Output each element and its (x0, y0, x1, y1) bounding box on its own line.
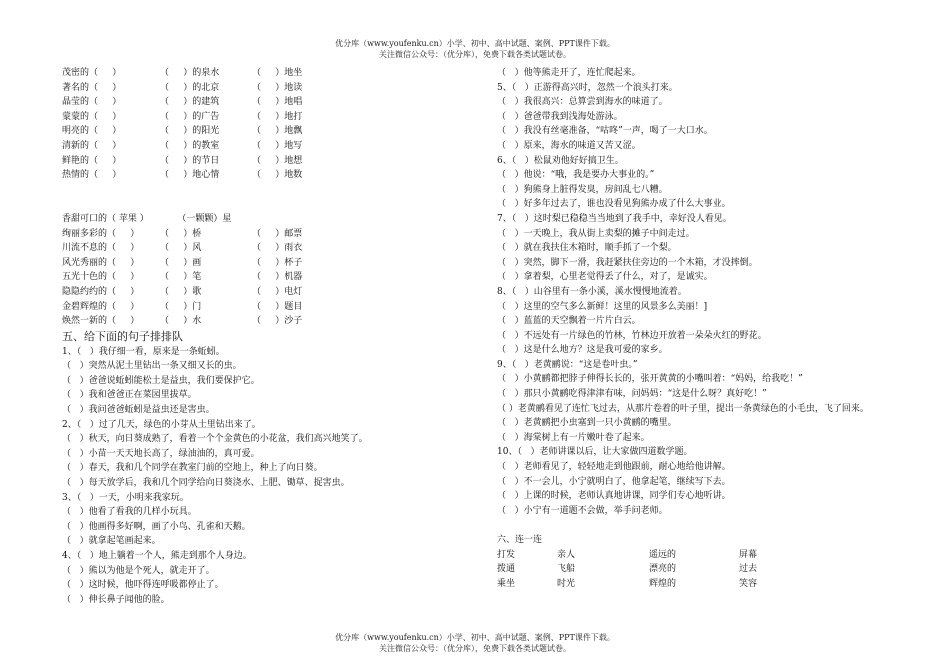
measure-word-row-cell: （ ）题目 (252, 301, 303, 312)
sentence-line: （ ）这是什么地方？这是我可爱的家乡。 (497, 345, 668, 356)
word-match-row-cell: （ ）的泉水 (160, 68, 220, 78)
measure-word-row (62, 285, 472, 300)
section-6-title: 六、连一连 (497, 535, 543, 545)
word-match-row (62, 139, 472, 154)
sentence-line: 5、（ ）正游得高兴时，忽然一个浪头打来。 (497, 82, 678, 93)
word-match-row (62, 124, 472, 139)
connect-row-cell: 时光 (557, 578, 576, 589)
word-match-row-cell: （ ）地唱 (252, 97, 303, 108)
connect-row-cell: 乘坐 (497, 578, 516, 589)
sentence-line: （ ）拿着梨，心里老觉得丢了什么，对了，是诚实。 (497, 272, 713, 283)
word-match-row (62, 154, 472, 169)
connect-row (497, 548, 917, 563)
measure-word-example: 香甜可口的（ 苹果 ） （一颗颗）星 (62, 213, 232, 224)
measure-word-row-cell: （ ）沙子 (252, 316, 303, 327)
sentence-line: （ ）我很高兴：总算尝到海水的味道了。 (497, 97, 668, 108)
word-match-row (62, 110, 472, 125)
sentence-line: （ ）每天放学后，我和几个同学给向日葵浇水、上肥、锄草、捉害虫。 (62, 478, 350, 489)
left-column (62, 66, 472, 607)
word-match-row-cell: （ ）地飘 (252, 126, 303, 137)
sentence-line: （ ）这时候，他吓得连呼吸都停止了。 (62, 580, 224, 591)
word-match-row-cell: （ ）地坐 (252, 68, 303, 78)
measure-word-row-cell: （ ）邮票 (252, 228, 303, 239)
sentence-line: （ ）小黄鹂都把脖子伸得长长的，张开黄黄的小嘴叫着：“妈妈，给我吃！” (497, 374, 803, 385)
sentence-line: （ ）一天晚上，我从街上卖梨的摊子中间走过。 (497, 228, 695, 239)
sentence-line: 10、（ ）老师讲课以后，让大家做四道数学题。 (497, 447, 693, 458)
sentence-line: 6、（ ）松鼠劝他好好搞卫生。 (497, 155, 624, 166)
sentence-line: （ ）他画得多好啊，画了小鸟、孔雀和天鹅。 (62, 521, 251, 532)
sentence-line: （ ）老黄鹂把小虫塞到一只小黄鹂的嘴里。 (497, 418, 677, 429)
right-column (497, 66, 917, 591)
measure-word-grid (62, 227, 472, 329)
measure-word-row-cell: （ ）画 (160, 257, 202, 268)
connect-row-cell: 遥远的 (649, 549, 677, 560)
measure-word-row-cell: （ ）歌 (160, 286, 202, 297)
measure-word-row-cell: 焕然一新的（ ） (62, 316, 140, 327)
sentence-line: 7、（ ）这时梨已稳稳当当地到了我手中，幸好没人看见。 (497, 213, 732, 224)
measure-word-row-cell: （ ）笔 (160, 272, 202, 283)
connect-row-cell: 漂亮的 (649, 564, 677, 575)
measure-word-row (62, 314, 472, 329)
connect-row-cell: 辉煌的 (649, 578, 677, 589)
header-banner (0, 38, 950, 60)
word-match-row-cell: （ ）地打 (252, 111, 303, 122)
measure-word-row (62, 270, 472, 285)
word-match-row-cell: （ ）地读 (252, 82, 303, 93)
banner-line-1: 优分库（www.youfenku.cn）小学、初中、高中试题、案例、PPT课件下载。 (335, 39, 615, 48)
sentence-line: （ ）那只小黄鹂吃得津津有味，问妈妈：“这是什么呀？真好吃！” (497, 389, 767, 400)
connect-row-cell: 屏幕 (739, 549, 758, 560)
connect-row-cell: 笑容 (739, 578, 758, 589)
word-match-row-cell: 著名的（ ） (62, 82, 122, 93)
measure-word-row-cell: 绚丽多彩的（ ） (62, 228, 140, 239)
word-match-row-cell: （ ）地数 (252, 170, 303, 181)
sentence-line: （ ）小苗一天天地长高了，绿油油的，真可爱。 (62, 448, 260, 459)
sentence-line: 8、（ ）山谷里有一条小溪，溪水慢慢地流着。 (497, 286, 687, 297)
sentence-line: 4、（ ）地上躺着一个人，熊走到那个人身边。 (62, 551, 252, 561)
word-match-row-cell: （ ）的节日 (160, 155, 220, 166)
word-match-row-cell: （ ）地写 (252, 140, 303, 151)
word-match-row (62, 81, 472, 96)
word-match-row-cell: 清新的（ ） (62, 140, 122, 151)
section-5-title: 五、给下面的句子排排队 (62, 329, 183, 343)
connect-row-cell: 飞船 (557, 564, 576, 575)
connect-row-cell: 过去 (739, 564, 758, 575)
sentence-line: （ ）他等熊走开了，连忙爬起来。 (497, 68, 641, 78)
measure-word-row-cell: （ ）机器 (252, 272, 303, 283)
sentence-line: （ ）狗熊身上脏得发臭，房间乱七八糟。 (497, 184, 668, 195)
word-match-row-cell: （ ）的广告 (160, 111, 220, 122)
sentence-line: （ ）我问爸爸蚯蚓是益虫还是害虫。 (62, 405, 215, 416)
sentence-line: （ ）就拿起笔画起来。 (62, 536, 161, 547)
sentence-line: （ ）伸长鼻子闻他的脸。 (62, 594, 170, 605)
word-match-row-cell: （ ）的阳光 (160, 126, 220, 137)
word-match-row (62, 95, 472, 110)
connect-row (497, 577, 917, 592)
measure-word-row-cell: （ ）杯子 (252, 257, 303, 268)
measure-word-row-cell: （ ）雨衣 (252, 243, 303, 254)
sentence-line: （ ）不一会儿，小宁就明白了，他拿起笔，继续写下去。 (497, 476, 731, 487)
word-matching-grid (62, 66, 472, 183)
sentence-line: （ ）他说：“哦，我是要办大事业的。” (497, 170, 655, 181)
connect-row-cell: 亲人 (557, 549, 576, 560)
measure-word-row-cell: 风光秀丽的（ ） (62, 257, 140, 268)
measure-word-row-cell: （ ）桥 (160, 228, 202, 239)
connect-row-cell: 拨通 (497, 564, 516, 575)
sentence-line: （ ）上课的时候，老师认真地讲课，同学们专心地听讲。 (497, 491, 731, 502)
word-match-row-cell: 晶莹的（ ） (62, 97, 122, 108)
word-match-row (62, 168, 472, 183)
measure-word-row-cell: 隐隐约约的（ ） (62, 286, 140, 297)
measure-word-row (62, 256, 472, 271)
sentence-ordering-right (497, 66, 917, 518)
word-match-row-cell: （ ）地想 (252, 155, 303, 166)
sentence-line: （ ）好多年过去了，谁也没看见狗熊办成了什么大事业。 (497, 199, 731, 210)
sentence-line: （ ）爸爸带我到浅海处游泳。 (497, 111, 623, 122)
measure-word-row-cell: （ ）风 (160, 243, 202, 254)
word-match-row-cell: （ ）的教室 (160, 140, 220, 151)
measure-word-row-cell: （ ）水 (160, 316, 202, 327)
sentence-line: （ ）这里的空气多么新鲜！这里的风景多么美丽！] (497, 301, 708, 312)
measure-word-row-cell: （ ）门 (160, 301, 202, 312)
sentence-line: （ ）秋天，向日葵成熟了，看着一个个金黄色的小花盆，我们高兴地笑了。 (62, 434, 368, 445)
sentence-line: （ ）老师看见了，轻轻地走到他跟前，耐心地给他讲解。 (497, 462, 731, 473)
word-match-row-cell: 蒙蒙的（ ） (62, 111, 122, 122)
sentence-line: （ ）不远处有一片绿色的竹林，竹林边开放着一朵朵火红的野花。 (497, 330, 767, 341)
measure-word-row-cell: 金碧辉煌的（ ） (62, 301, 140, 312)
sentence-line: （ ）我没有丝毫准备，“咕咚”一声，喝了一大口水。 (497, 126, 713, 137)
measure-word-row (62, 241, 472, 256)
banner-line-2: 关注微信公众号：（优分库），免费下载各类试题试卷。 (379, 644, 571, 653)
sentence-line: （ ）蓝蓝的天空飘着一片片白云。 (497, 316, 641, 327)
word-match-row-cell: 热情的（ ） (62, 170, 122, 181)
word-match-row-cell: 茂密的（ ） (62, 68, 122, 78)
measure-word-row-cell: （ ）电灯 (252, 286, 303, 297)
sentence-line: 2、（ ）过了几天，绿色的小芽从土里钻出来了。 (62, 419, 261, 430)
sentence-line: （ ）春天，我和几个同学在教室门前的空地上，种上了向日葵。 (62, 463, 323, 474)
sentence-line: （ ）爸爸说蚯蚓能松土是益虫，我们要保护它。 (62, 375, 260, 386)
sentence-line: （ ）老黄鹂看见了连忙飞过去，从那片卷着的叶子里，提出一条黄绿色的小毛虫，飞了回来。 (497, 403, 869, 414)
sentence-line: 1、（ ）我仔细一看，原来是一条蚯蚓。 (62, 346, 225, 357)
connect-row-cell: 打发 (497, 549, 516, 560)
banner-line-2: 关注微信公众号：（优分库），免费下载各类试题试卷。 (379, 50, 571, 59)
footer-banner (0, 632, 950, 654)
sentence-line: （ ）突然从泥土里钻出一条又细又长的虫。 (62, 361, 242, 372)
word-match-row-cell: （ ）的北京 (160, 82, 220, 93)
sentence-line: （ ）熊以为他是个死人，就走开了。 (62, 565, 215, 576)
measure-word-row (62, 300, 472, 315)
word-match-row-cell: 明亮的（ ） (62, 126, 122, 137)
measure-word-row-cell: 五光十色的（ ） (62, 272, 140, 283)
sentence-ordering-left (62, 345, 472, 608)
sentence-line: （ ）就在我扶住木箱时，顺手抓了一个梨。 (497, 243, 677, 254)
sentence-line: （ ）我和爸爸正在菜园里拔草。 (62, 390, 197, 401)
sentence-line: （ ）小宁有一道题不会做，举手问老师。 (497, 505, 668, 516)
word-match-row (62, 66, 472, 81)
sentence-line: （ ）原来，海水的味道又苦又涩。 (497, 140, 641, 151)
word-match-row-cell: 鲜艳的（ ） (62, 155, 122, 166)
measure-word-row-cell: 川流不息的（ ） (62, 243, 140, 254)
word-match-row-cell: （ ）地心情 (160, 170, 220, 181)
sentence-line: （ ）突然，脚下一滑，我赶紧扶住旁边的一个木箱，才没摔倒。 (497, 257, 758, 268)
sentence-line: （ ）他看了看我的几样小玩具。 (62, 507, 197, 518)
connect-row (497, 562, 917, 577)
word-match-row-cell: （ ）的建筑 (160, 97, 220, 108)
sentence-line: 3、（ ）一天，小明来我家玩。 (62, 492, 189, 503)
banner-line-1: 优分库（www.youfenku.cn）小学、初中、高中试题、案例、PPT课件下载。 (335, 633, 615, 642)
connect-words-grid (497, 548, 917, 592)
measure-word-row (62, 227, 472, 242)
sentence-line: （ ）海棠树上有一片嫩叶卷了起来。 (497, 432, 650, 443)
sentence-line: 9、（ ）老黄鹂说：“这是卷叶虫。” (497, 359, 638, 370)
